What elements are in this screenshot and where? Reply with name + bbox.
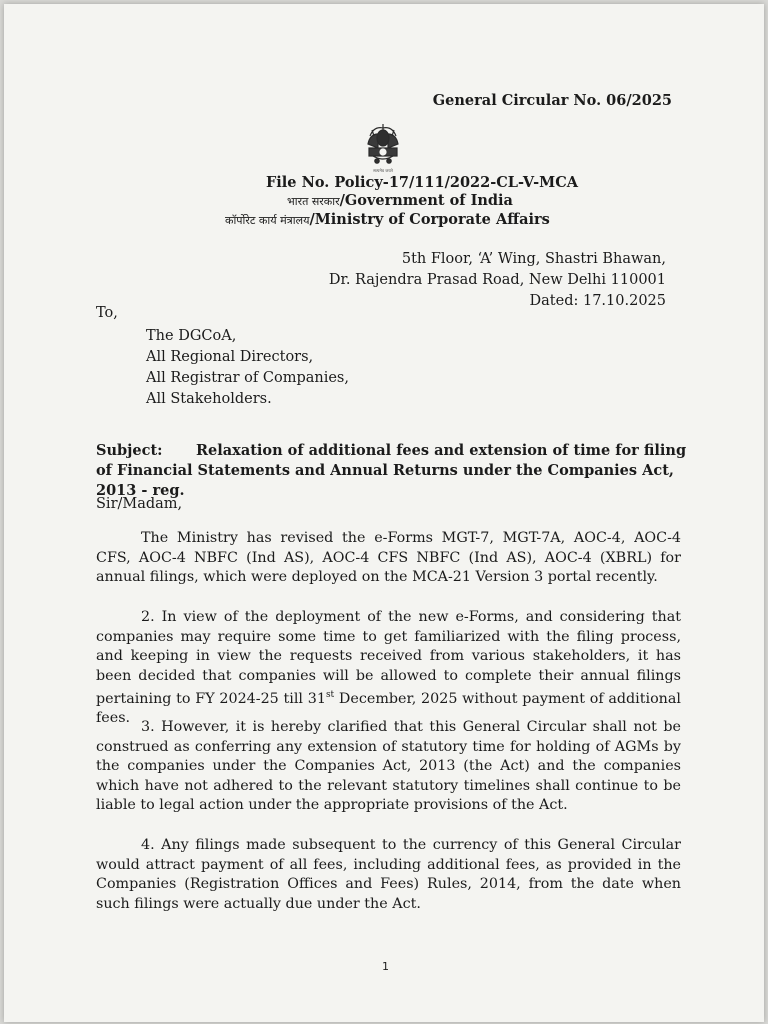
- to-label: To,: [96, 305, 118, 321]
- ministry-line: [225, 211, 550, 228]
- paragraph-4: 4. Any filings made subsequent to the currency of this General Circular would attract payment of all fees, including additional fees, as provided in the Companies (Registration Offices and Fees) Rules, 2014, from the date when such filings were actually due under the Act.: [96, 837, 681, 912]
- office-address: [329, 249, 666, 312]
- circular-number: General Circular No. 06/2025: [432, 92, 672, 109]
- recipient-item: The DGCoA,: [146, 328, 237, 344]
- ministry-english: /Ministry of Corporate Affairs: [309, 211, 550, 228]
- government-english: /Government of India: [339, 192, 513, 209]
- government-line: [287, 192, 513, 209]
- address-line-2: Dr. Rajendra Prasad Road, New Delhi 110001: [328, 272, 666, 288]
- salutation: Sir/Madam,: [96, 496, 183, 512]
- subject-label: Subject:: [96, 442, 163, 459]
- recipient-item: All Registrar of Companies,: [146, 370, 349, 386]
- paragraph-1: The Ministry has revised the e-Forms MGT-7, MGT-7A, AOC-4, AOC-4 CFS, AOC-4 NBFC (Ind AS), AOC-4 CFS NBFC (Ind AS), AOC-4 (XBRL) for annual filings, which were deployed on the MCA-21 Version 3 portal recently.: [96, 530, 681, 585]
- recipient-item: All Regional Directors,: [146, 349, 314, 365]
- paragraph-2: [96, 608, 681, 729]
- page-number: 1: [382, 960, 389, 973]
- file-number: File No. Policy-17/111/2022-CL-V-MCA: [266, 174, 578, 191]
- paragraph-2-text-end: December, 2025 without payment of additional fees.: [96, 690, 681, 727]
- dated-line: Dated: 17.10.2025: [529, 293, 666, 309]
- government-hindi: भारत सरकार: [287, 195, 340, 208]
- address-line-1: 5th Floor, ‘A’ Wing, Shastri Bhawan,: [401, 251, 666, 267]
- paragraph-3: 3. However, it is hereby clarified that this General Circular shall not be construed as conferring any extension of statutory time for holding of AGMs by the companies under the Companies Act, 2013 (the Act) and the companies which have not adhered to the relevant statutory timelines shall continue to be liable to legal action under the appropriate provisions of the Act.: [96, 719, 681, 813]
- subject-text: Relaxation of additional fees and extension of time for filing of Financial Statements and Annual Returns under the Companies Act, 2013 - reg.: [96, 442, 687, 499]
- ministry-hindi: कॉर्पोरेट कार्य मंत्रालय: [225, 214, 310, 227]
- national-emblem-icon: [360, 122, 406, 174]
- emblem-motto: सत्यमेव जयते: [373, 168, 393, 173]
- document-page: [4, 4, 764, 1022]
- recipient-item: All Stakeholders.: [146, 391, 272, 407]
- ordinal-suffix: st: [325, 690, 335, 700]
- recipient-list: [146, 326, 349, 410]
- subject-block: [96, 441, 696, 501]
- paragraph-2-text: 2. In view of the deployment of the new e-Forms, and considering that companies may require some time to get familiarized with the filing process, and keeping in view the requests received from various stakeholders, it has been decided that companies will be allowed to complete their annual filings pertaining to FY 2024-25 till 31: [96, 609, 681, 707]
